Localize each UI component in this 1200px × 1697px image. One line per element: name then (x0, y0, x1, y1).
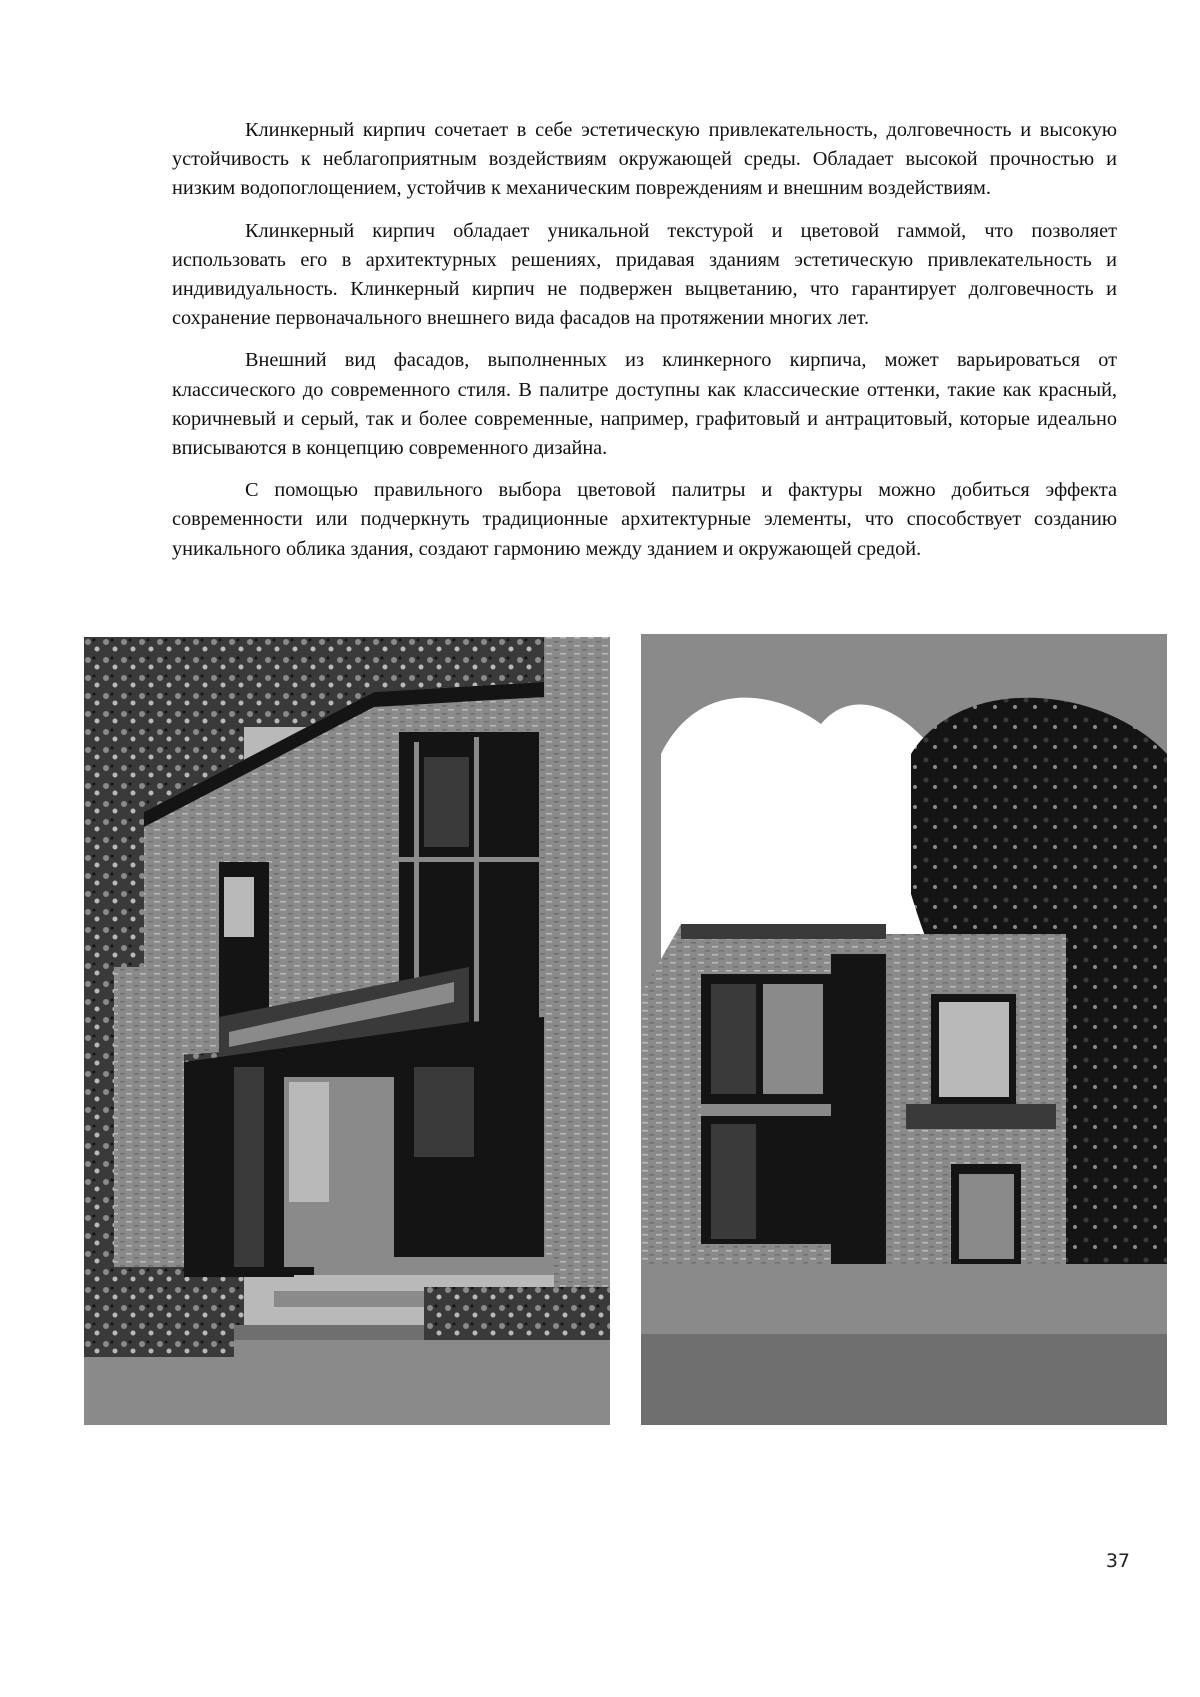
paragraph: Внешний вид фасадов, выполненных из клинкерного кирпича, может варьироваться от классического до современного стиля. В палитре доступны как классические оттенки, такие как красный, коричневый и серый, так и более современные, например, графитовый и антрацитовый, которые идеально вписываются в концепцию современного дизайна. (172, 349, 1117, 460)
paragraph: С помощью правильного выбора цветовой палитры и фактуры можно добиться эффекта современности или подчеркнуть традиционные архитектурные элементы, что способствует созданию уникального облика здания, создают гармонию между зданием и окружающей средой. (172, 479, 1117, 560)
paragraph: Клинкерный кирпич сочетает в себе эстетическую привлекательность, долговечность и высокую устойчивость к неблагоприятным воздействиям окружающей среды. Обладает высокой прочностью и низким водопоглощением, устойчив к механическим повреждениям и внешним воздействиям. (172, 119, 1117, 200)
photo-brick-house-entrance (84, 637, 610, 1425)
photo-brick-house-facade (641, 634, 1167, 1425)
page-number: 37 (1105, 1550, 1130, 1572)
body-text (172, 116, 1117, 577)
paragraph: Клинкерный кирпич обладает уникальной текстурой и цветовой гаммой, что позволяет использовать его в архитектурных решениях, придавая зданиям эстетическую привлекательность и индивидуальность. Клинкерный кирпич не подвержен выцветанию, что гарантирует долговечность и сохранение первоначального внешнего вида фасадов на протяжении многих лет. (172, 219, 1117, 330)
house-illustration-left (84, 637, 610, 1425)
house-illustration-right (641, 634, 1167, 1425)
